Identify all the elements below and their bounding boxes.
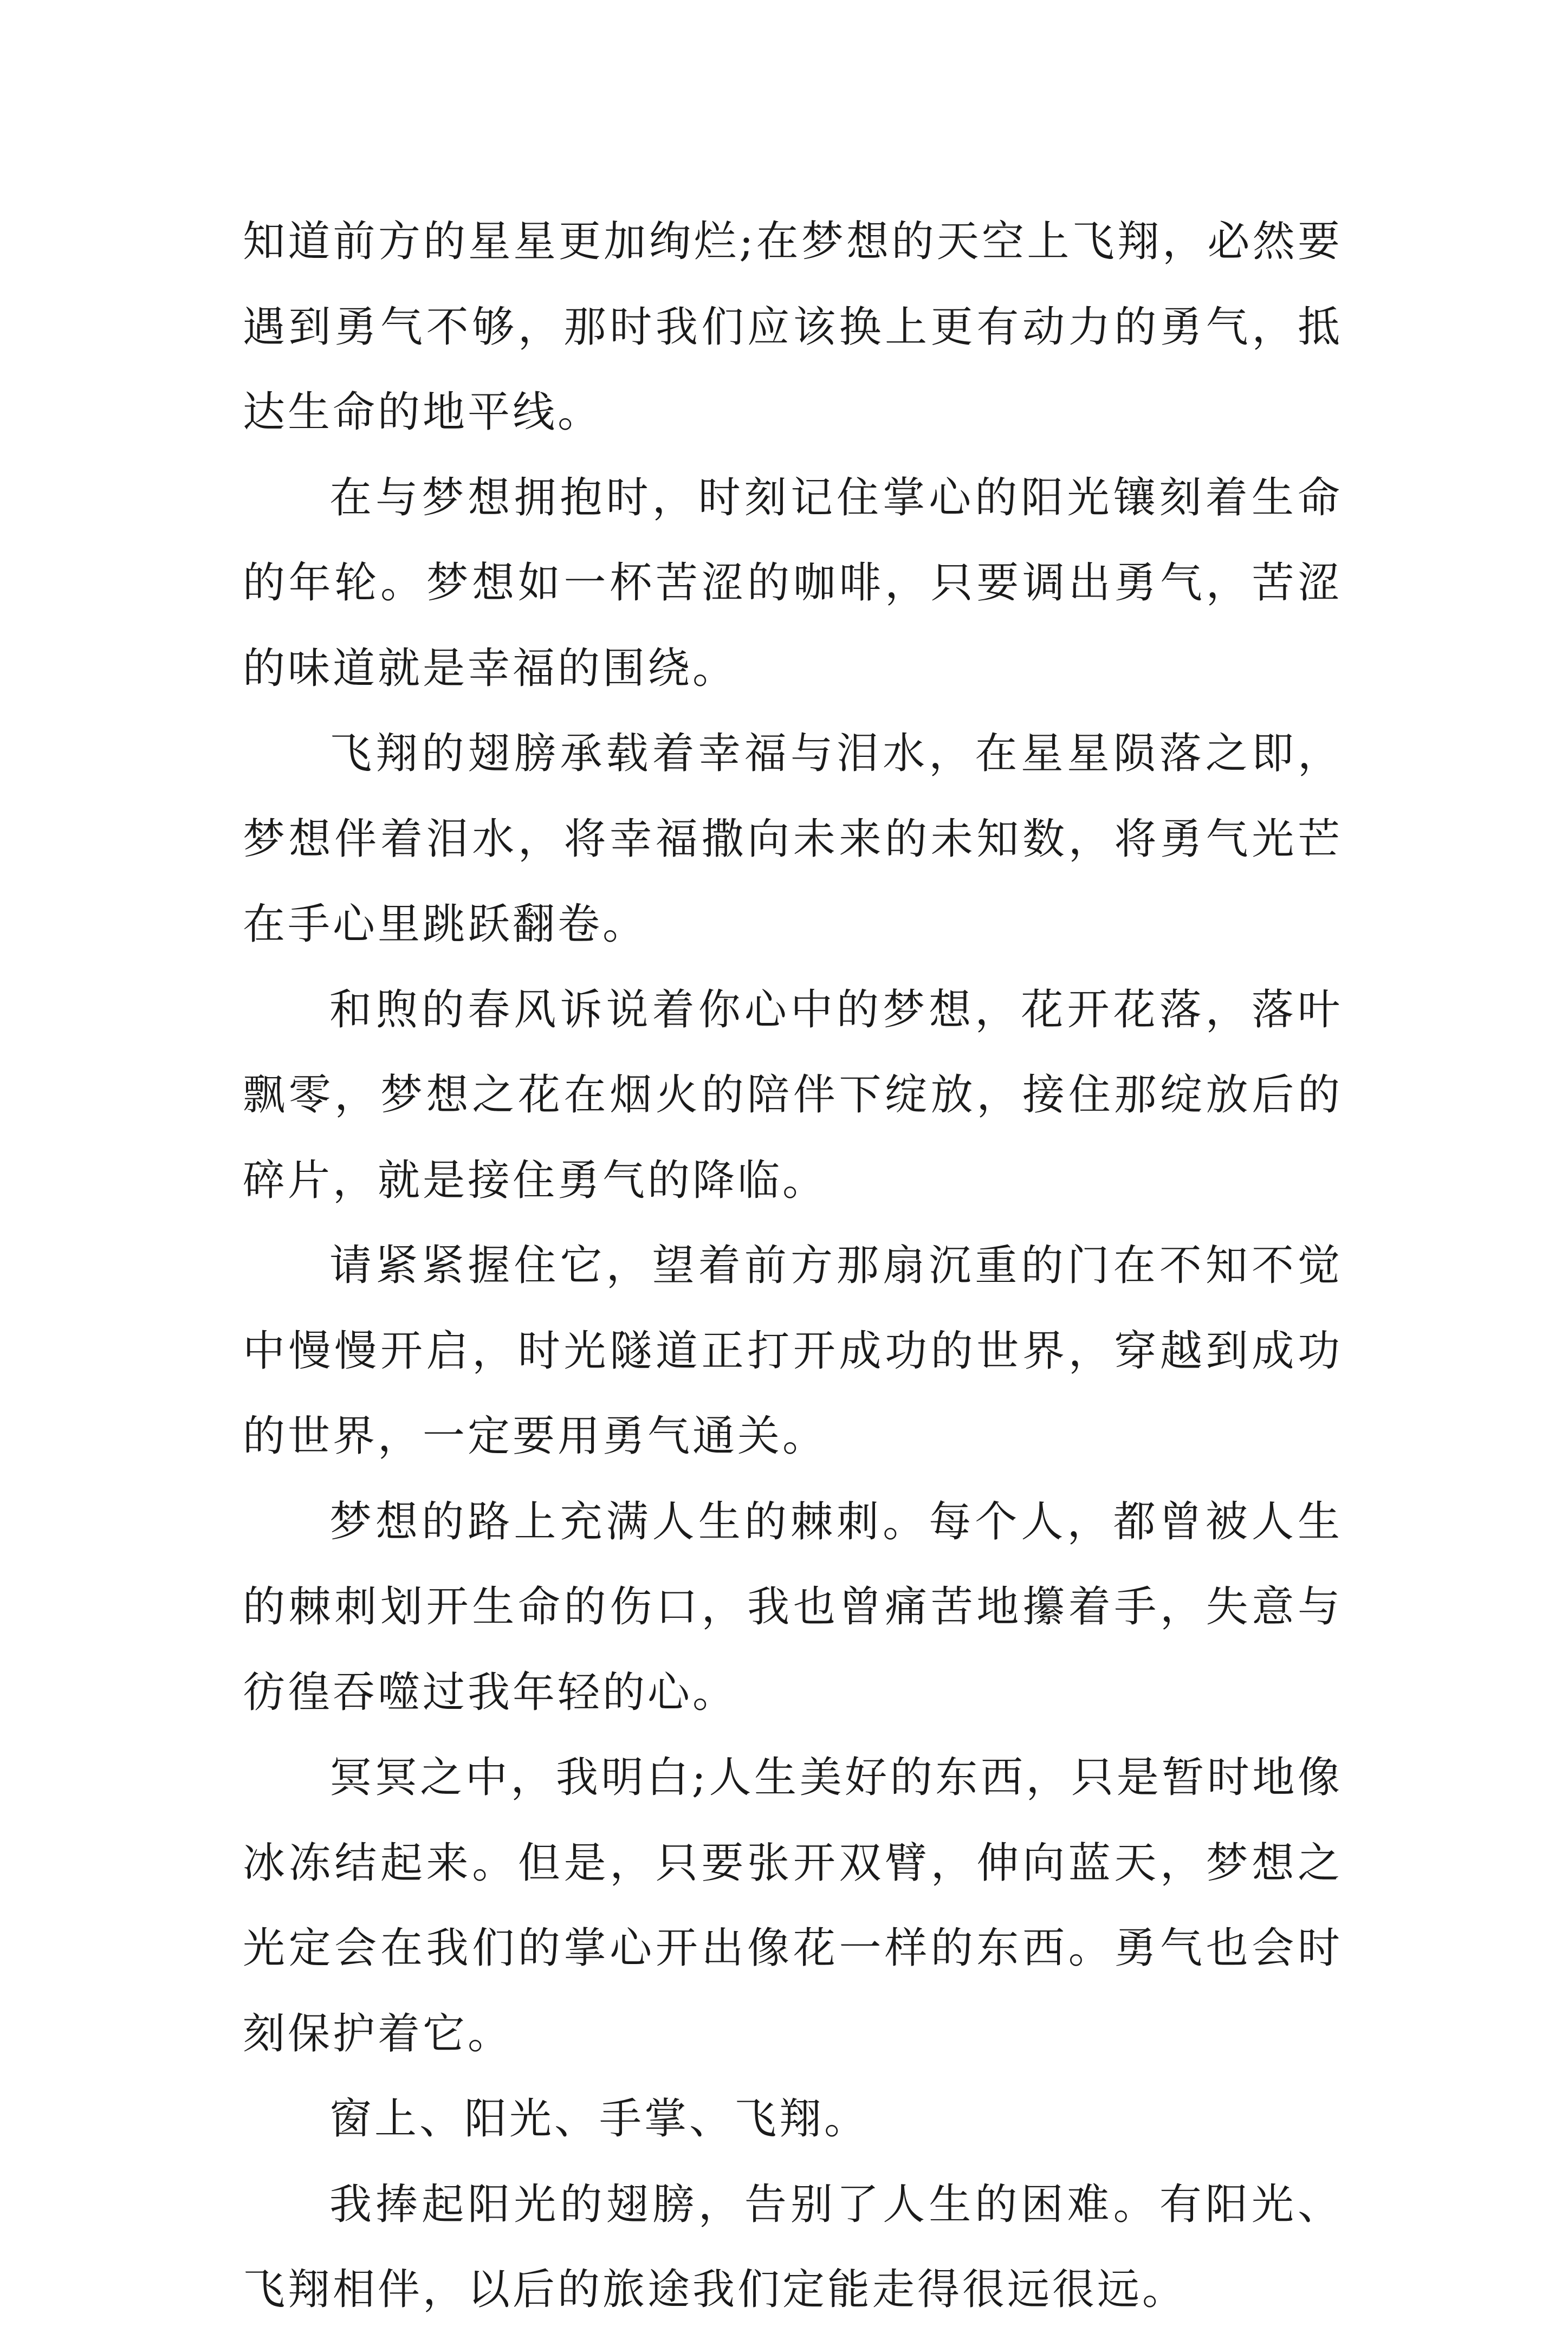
paragraph-3: 飞翔的翅膀承载着幸福与泪水，在星星陨落之即，梦想伴着泪水，将幸福撒向未来的未知数，将勇气光芒在手心里跳跃翻卷。 bbox=[243, 729, 1343, 949]
paragraph-4: 和煦的春风诉说着你心中的梦想，花开花落，落叶飘零，梦想之花在烟火的陪伴下绽放，接住那绽放后的碎片，就是接住勇气的降临。 bbox=[243, 985, 1343, 1205]
paragraph-2: 在与梦想拥抱时，时刻记住掌心的阳光镶刻着生命的年轮。梦想如一杯苦涩的咖啡，只要调出勇气，苦涩的味道就是幸福的围绕。 bbox=[243, 473, 1343, 693]
paragraph-7: 冥冥之中，我明白;人生美好的东西，只是暂时地像冰冻结起来。但是，只要张开双臂，伸向蓝天，梦想之光定会在我们的掌心开出像花一样的东西。勇气也会时刻保护着它。 bbox=[243, 1753, 1343, 2058]
paragraph-9: 我捧起阳光的翅膀，告别了人生的困难。有阳光、飞翔相伴，以后的旅途我们定能走得很远很远。 bbox=[243, 2180, 1343, 2314]
paragraph-8: 窗上、阳光、手掌、飞翔。 bbox=[329, 2095, 870, 2143]
paragraph-1: 知道前方的星星更加绚烂;在梦想的天空上飞翔，必然要遇到勇气不够，那时我们应该换上更有动力的勇气，抵达生命的地平线。 bbox=[243, 217, 1343, 437]
paragraph-6: 梦想的路上充满人生的棘刺。每个人，都曾被人生的棘刺划开生命的伤口，我也曾痛苦地攥着手，失意与彷徨吞噬过我年轻的心。 bbox=[243, 1497, 1343, 1717]
document-body bbox=[243, 199, 1343, 2333]
paragraph-5: 请紧紧握住它，望着前方那扇沉重的门在不知不觉中慢慢开启，时光隧道正打开成功的世界，穿越到成功的世界，一定要用勇气通关。 bbox=[243, 1241, 1343, 1461]
